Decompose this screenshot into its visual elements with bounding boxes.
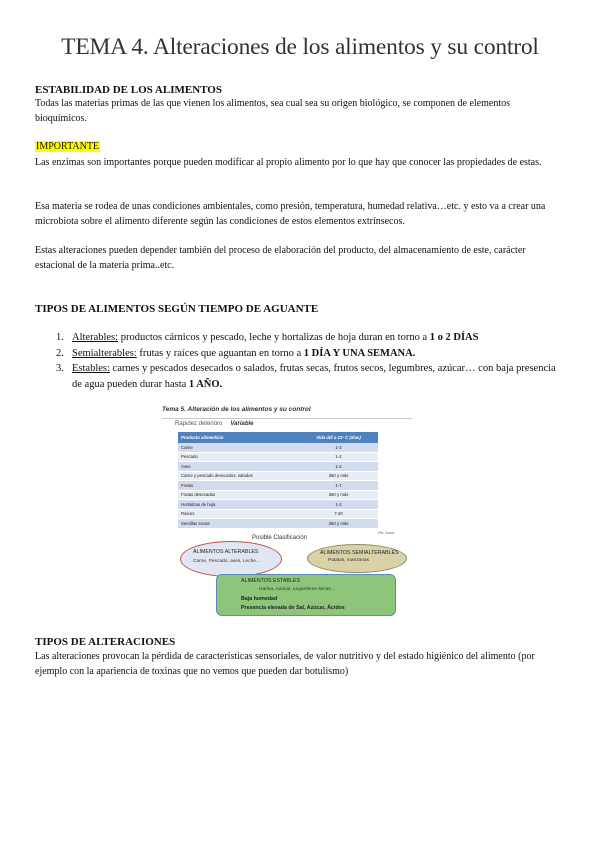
table-row (178, 443, 378, 452)
alterations-paragraph: Las alteraciones provocan la pérdida de características sensoriales, de valor nutritivo y del estado higiénico del alimento (por ejemplo con la apariencia de toxinas que no vemos que pueden dar botulismo) (35, 651, 535, 677)
table-cell: Raíces (178, 509, 299, 519)
table-cell: Pescado (178, 452, 299, 462)
table-cell: Carne y pescado desecados, salados (178, 471, 299, 481)
list-text: frutas y raíces que aguantan en torno a (136, 347, 304, 359)
table-row (178, 481, 378, 491)
list-term: Estables: (72, 363, 110, 374)
list-number: 3. (56, 363, 64, 374)
important-paragraph-1: Las enzimas son importantes porque pueden modificar al propio alimento por lo que hay que conocer las propiedades de estas. (35, 157, 542, 168)
table-cell: 360 y más (299, 471, 378, 481)
table-row (178, 462, 378, 472)
important-paragraph-2: Esa materia se rodea de unas condiciones ambientales, como presión, temperatura, humedad relativa…etc. y esto va a crear una microbiota sobre el alimento diferente según las condiciones de estos elementos extrínsecos. (35, 201, 546, 227)
alterables-items: Carne, Pescado, aves, Leche… (193, 559, 261, 564)
table-row (178, 500, 378, 510)
figure-title: Tema 5. Alteración de los alimentos y su control (162, 406, 311, 413)
table-row (178, 452, 378, 462)
alterables-title: ALIMENTOS ALTERABLES (193, 549, 259, 555)
list-number: 1. (56, 332, 64, 343)
table-header: Vida útil a 21º C (días) (299, 432, 378, 443)
list-text: carnes y pescados desecados o salados, frutas secas, frutos secos, legumbres, azúcar… con baja presencia de agua pueden durar hasta (72, 363, 556, 390)
estables-box (216, 574, 396, 616)
stability-paragraph: Todas las materias primas de las que vienen los alimentos, sea cual sea su origen biológico, se componen de elementos bioquímicos. (35, 98, 510, 124)
table-cell: Carne (178, 443, 299, 452)
list-item (35, 330, 565, 346)
figure-header (162, 406, 412, 419)
table-cell: 1-2 (299, 500, 378, 510)
list-term: Alterables: (72, 332, 119, 343)
page-title: TEMA 4. Alteraciones de los alimentos y su control (61, 34, 539, 60)
list-bold: 1 DÍA Y UNA SEMANA. (303, 347, 416, 359)
table-row (178, 519, 378, 529)
table-cell: 360 y más (299, 490, 378, 500)
semialterables-ellipse (307, 544, 407, 573)
figure-subtitle-label: Rapidez deterioro (175, 421, 223, 427)
table-row (178, 471, 378, 481)
section-heading-stability: ESTABILIDAD DE LOS ALIMENTOS (35, 84, 222, 96)
estables-title: ALIMENTOS ESTABLES (241, 578, 300, 584)
table-cell: 7-20 (299, 509, 378, 519)
figure-subtitle (175, 421, 254, 427)
estables-line-2: Presencia elevada de Sal, Azúcar, Ácidos (241, 605, 345, 611)
food-types-list (35, 330, 565, 392)
shelf-life-table (178, 432, 378, 529)
section-heading-types: TIPOS DE ALIMENTOS SEGÚN TIEMPO DE AGUANTE (35, 303, 319, 315)
table-cell: 1-2 (299, 452, 378, 462)
list-bold: 1 AÑO. (188, 378, 223, 390)
table-cell: 360 y más (299, 519, 378, 529)
semialterables-items: Patatas, manzanas (328, 558, 370, 563)
list-text: productos cárnicos y pescado, leche y hortalizas de hoja duran en torno a (118, 332, 430, 343)
table-cell: Hortalizas de hoja (178, 500, 299, 510)
table-row (178, 509, 378, 519)
important-highlight: IMPORTANTE (36, 141, 100, 152)
semialterables-title: ALIMENTOS SEMIALTERABLES (320, 550, 399, 556)
table-row (178, 490, 378, 500)
section-heading-alterations: TIPOS DE ALTERACIONES (35, 636, 176, 648)
table-cell: 1-7 (299, 481, 378, 491)
table-header: Producto alimenticio (178, 432, 299, 443)
table-cell: Semillas secas (178, 519, 299, 529)
important-paragraph-3: Estas alteraciones pueden depender también del proceso de elaboración del producto, del almacenamiento de este, carácter estacional de la materia prima..etc. (35, 245, 526, 271)
table-cell: Frutas (178, 481, 299, 491)
list-item (35, 346, 565, 362)
list-number: 2. (56, 347, 64, 359)
list-term: Semialterables: (72, 347, 137, 359)
figure-source: Fte. Autor (378, 531, 395, 535)
slide-figure (162, 404, 412, 617)
alterables-ellipse (180, 541, 282, 577)
list-item (35, 361, 565, 392)
table-cell: Aves (178, 462, 299, 472)
estables-items: Harina, Azúcar, Legumbres secas… (259, 587, 336, 592)
figure-subtitle-value: Variable (230, 421, 254, 427)
classification-label: Posible Clasificación (252, 535, 308, 541)
estables-line-1: Baja humedad (241, 596, 278, 602)
table-cell: 1-2 (299, 462, 378, 472)
list-bold: 1 o 2 DÍAS (429, 332, 479, 343)
table-cell: 1-2 (299, 443, 378, 452)
table-cell: Frutas desecadas (178, 490, 299, 500)
